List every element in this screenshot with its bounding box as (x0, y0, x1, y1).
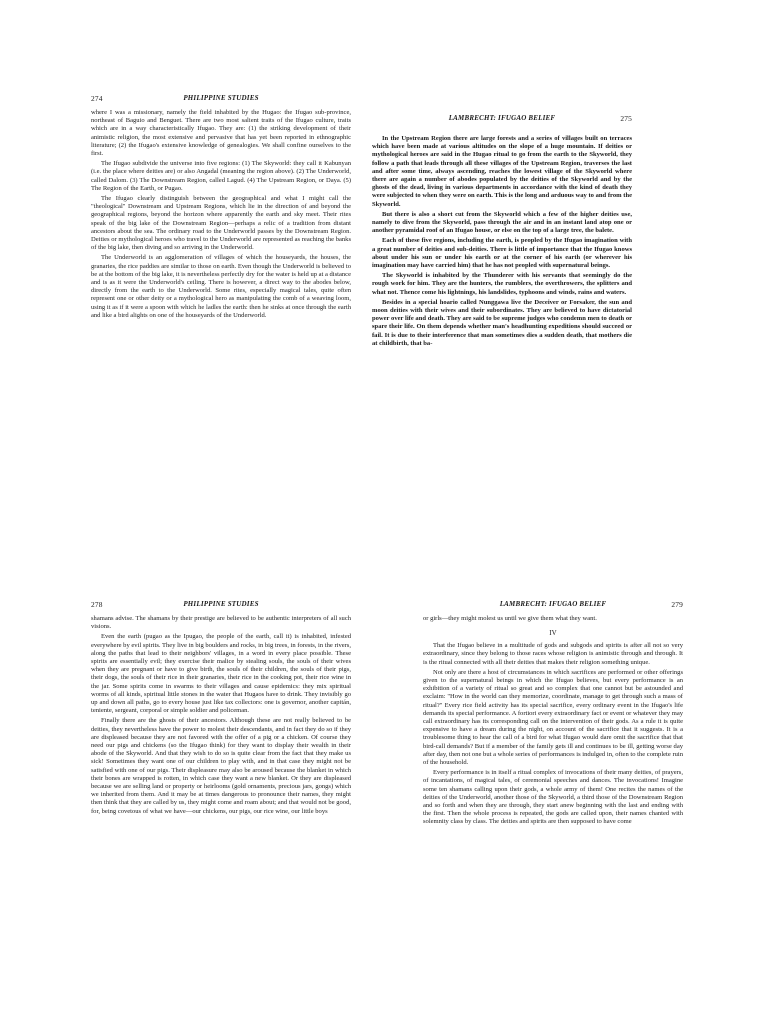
paragraph: Each of these five regions, including the earth, is peopled by the Ifugao imagination with a great number of deities and sub-deities. There is little of importance that the Ifugao knows about under his sun or under his earth or at the corner of his earth (or wherever his imagination may have carried him) that he has not peopled with supernatural beings. (372, 237, 632, 270)
running-title: PHILIPPINE STUDIES (183, 94, 259, 102)
page-number: 275 (620, 114, 632, 123)
paragraph: Even the earth (pugao as the Ipugao, the people of the earth, call it) is inhabited, infested everywhere by evil spirits. They live in big boulders and rocks, in big trees, in forests, in the rivers, along the paths that lead to their neighbors' villages, in a word in every place possible. These spirits are essentially evil; they exercise their malice by stealing souls, the souls of their wives when they are pregnant or have to give birth, the souls of their children, the souls of their pigs, their dogs, the souls of their rice in their granaries, their rice in the cooking pot, their rice wine in the jar. Some spirits come in swarms to their villages and cause epidemics: they mix spiritual worms of all kinds, spiritual little stones in the water that Hugaos have to drink. They invisibly go up and down all paths, go to every house just like tax collectors: one is governor, another capitán, teniente, sergeant, corporal or simple soldier and policeman. (91, 633, 351, 715)
paragraph: Not only are there a host of circumstances in which sacrifices are performed or other offerings given to the supernatural beings in which the Ifugao believes, but every performance is an exhibition of a variety of ritual so great and so complex that one cannot but be astounded and exclaim: "How in the world can they memorize, coordinate, manage to get through such a mass of ritual?" Every rice field activity has its special sacrifice, every ordinary event in the Ifugao's life demands its special performance. A fortiori every extraordinary fact or event or whatever they may call extraordinary has its corresponding call on the intervention of their gods. As a rule it is quite expensive to have a dream during the night, on account of the sacrifice that it suggests. It is a troublesome thing to hear the call of a bird for what Ifugao would dare omit the sacrifice that that bird-call demands? But if a member of the family gets ill and continues to be ill, getting worse day after day, then not one but a whole series of performances is indulged in, often to the complete ruin of the household. (423, 668, 683, 767)
paragraph: Finally there are the ghosts of their ancestors. Although these are not really believed to be deities, they nevertheless have the power to molest their descendants, and in fact they do so if they are displeased because they are not favored with the offer of a pig or a chicken. Of course they need our pigs and chickens (so the Ifugao think) for they want to display their wealth in their abode of the Skyworld. And that they wish to do so is quite clear from the fact that they make us sick! Sometimes they want one of our children to play with, and in that case they might not be satisfied with one of our pigs. Their displeasure may also be aroused because the blanket in which their bones are wrapped is rotten, in which case they want a new blanket. Or they are displeased because we are selling land or property or heirlooms (gold ornaments, precious jars, gongs) which we inherited from them. And it may be at times dangerous to pronounce their names, they might then think that they are called by us, they might come and roam about; and that would not be good, for, being covetous of what we have—our chickens, our pigs, our rice wine, our little boys (91, 717, 351, 815)
paragraph: The Ifugao subdivide the universe into five regions: (1) The Skyworld: they call it Kabunyan (i.e. the place where deities are) or also Angadal (meaning the region above). (2) The Underworld, called Dalom. (3) The Downstream Region, called Lagud. (4) The Upstream Region, or Daya. (5) The Region of the Earth, or Pugao. (91, 160, 351, 192)
paragraph: But there is also a short cut from the Skyworld which a few of the higher deities use, namely to dive from the Skyworld, pass through the air and in an instant land atop one or another pyramidal roof of an Ifugao house, or else on the top of a large tree, the balete. (372, 210, 632, 235)
page-header (423, 600, 683, 612)
paragraph: In the Upstream Region there are large forests and a series of villages built on terraces which have been made at various altitudes on the slope of a huge mountain. If deities or mythological heroes are said in the Hugao ritual to go from the earth to the Skyworld, they follow a path that leads through all these villages of the Upstream Region, traverses the last and after some time, always ascending, reaches the lowest village of the Skyworld where there are again a number of abodes populated by the deities of the Skyworld and by the ghosts of the dead, living in various departments in accordance with the kind of death they were subjected to when they were on earth. This is the long and arduous way to and from the Skyworld. (372, 135, 632, 208)
paragraph: Every performance is in itself a ritual complex of invocations of their many deities, of prayers, of incantations, of magical tales, of ceremonial speeches and dances. The invocations! Imagine some ten shamans calling upon their gods, a whole army of them! One recites the names of the deities of the Underworld, another those of the Skyworld, a third those of the Downstream Region and so forth and when they are through, they start anew beginning with the last and ending with the first. Then the whole process is repeated, the gods are called upon, their names chanted with solemnity class by class. The deities and spirits are then supposed to have come (423, 769, 683, 826)
paragraph: The Ifugao clearly distinguish between the geographical and what I might call the "theological" Downstream and Upstream Regions, which lie in the direction of and beyond the geographical regions, beyond the horizon where apparently the earth and sky meet. Their rites speak of the big lake of the Downstream Region—perhaps a relic of a tradition from distant ancestors about the sea. The ordinary road to the Underworld passes by the Downstream Region. Deities or mythological heroes who travel to the Underworld are represented as reaching the banks of the big lake, then diving and so arriving in the Underworld. (91, 195, 351, 252)
paragraph: where I was a missionary, namely the field inhabited by the Hugao: the Ifugao sub-province, northeast of Baguio and Benguet. There are two most salient traits of the Ifugao culture, traits which are in a way characteristically Ifugao. They are: (1) the striking development of their animistic religion, the most extensive and pervasive that has yet been reported in ethnographic literature; (2) the Ifugao's extensive knowledge of genealogies. We shall confine ourselves to the first. (91, 109, 351, 158)
paragraph: or girls—they might molest us until we give them what they want. (423, 615, 597, 622)
page-header (91, 600, 351, 612)
page-number: 279 (671, 600, 683, 609)
page-header (372, 114, 632, 126)
section-heading: IV (549, 629, 557, 638)
page-number: 278 (91, 600, 103, 609)
running-title: LAMBRECHT: IFUGAO BELIEF (499, 600, 607, 608)
paragraph: shamans advise. The shamans by their prestige are believed to be authentic interpreters of all such visions. (91, 615, 351, 631)
paragraph: The Skyworld is inhabited by the Thunderer with his servants that seemingly do the rough work for him. They are the hunters, the rumblers, the overthrowers, the splitters and what not. Thence come his lightnings, his landslides, typhoons and winds, rains and waters. (372, 272, 632, 296)
page-header (91, 94, 351, 106)
page-279 (423, 600, 683, 829)
page-number: 274 (91, 94, 103, 103)
page-274 (91, 94, 351, 322)
running-title: PHILIPPINE STUDIES (183, 600, 259, 608)
running-title: LAMBRECHT: IFUGAO BELIEF (448, 114, 556, 122)
paragraph: That the Ifugao believe in a multitude of gods and subgods and spirits is after all not so very extraordinary, since they belong to those races whose religion is animistic through and through. It is the ritual connected with all their deities that makes their religion something unique. (423, 642, 683, 666)
page-278 (91, 600, 351, 818)
paragraph: The Underworld is an agglomeration of villages of which the houseyards, the houses, the granaries, the rice paddies are similar to those on earth. Even though the Underworld is believed to be at the bottom of the big lake, it is nevertheless perfectly dry for the water is held up at a distance and is as it were the Underworld's ceiling. There is however, a direct way to the abodes below, directly from the earth to the Underworld. Some rites, especially magical tales, quite often represent one or other deity or a mythological hero as manipulating the comb of a weaving loom, using it as if it were a spoon with which he ladles the earth: then he sinks at once through the earth and like a bird alights on one of the houseyards of the Underworld. (91, 254, 351, 319)
page-275 (372, 114, 632, 350)
paragraph: Besides in a special hoario called Nunggawa live the Deceiver or Forsaker, the sun and moon deities with their wives and their subordinates. They are believed to have dictatorial power over life and death. They are said to be supreme judges who condemn men to death or spare their life. On them depends whether man's headhunting expeditions should succeed or fail. It is due to their interference that man sometimes dies a sudden death, that mothers die at childbirth, that ba- (372, 298, 632, 347)
